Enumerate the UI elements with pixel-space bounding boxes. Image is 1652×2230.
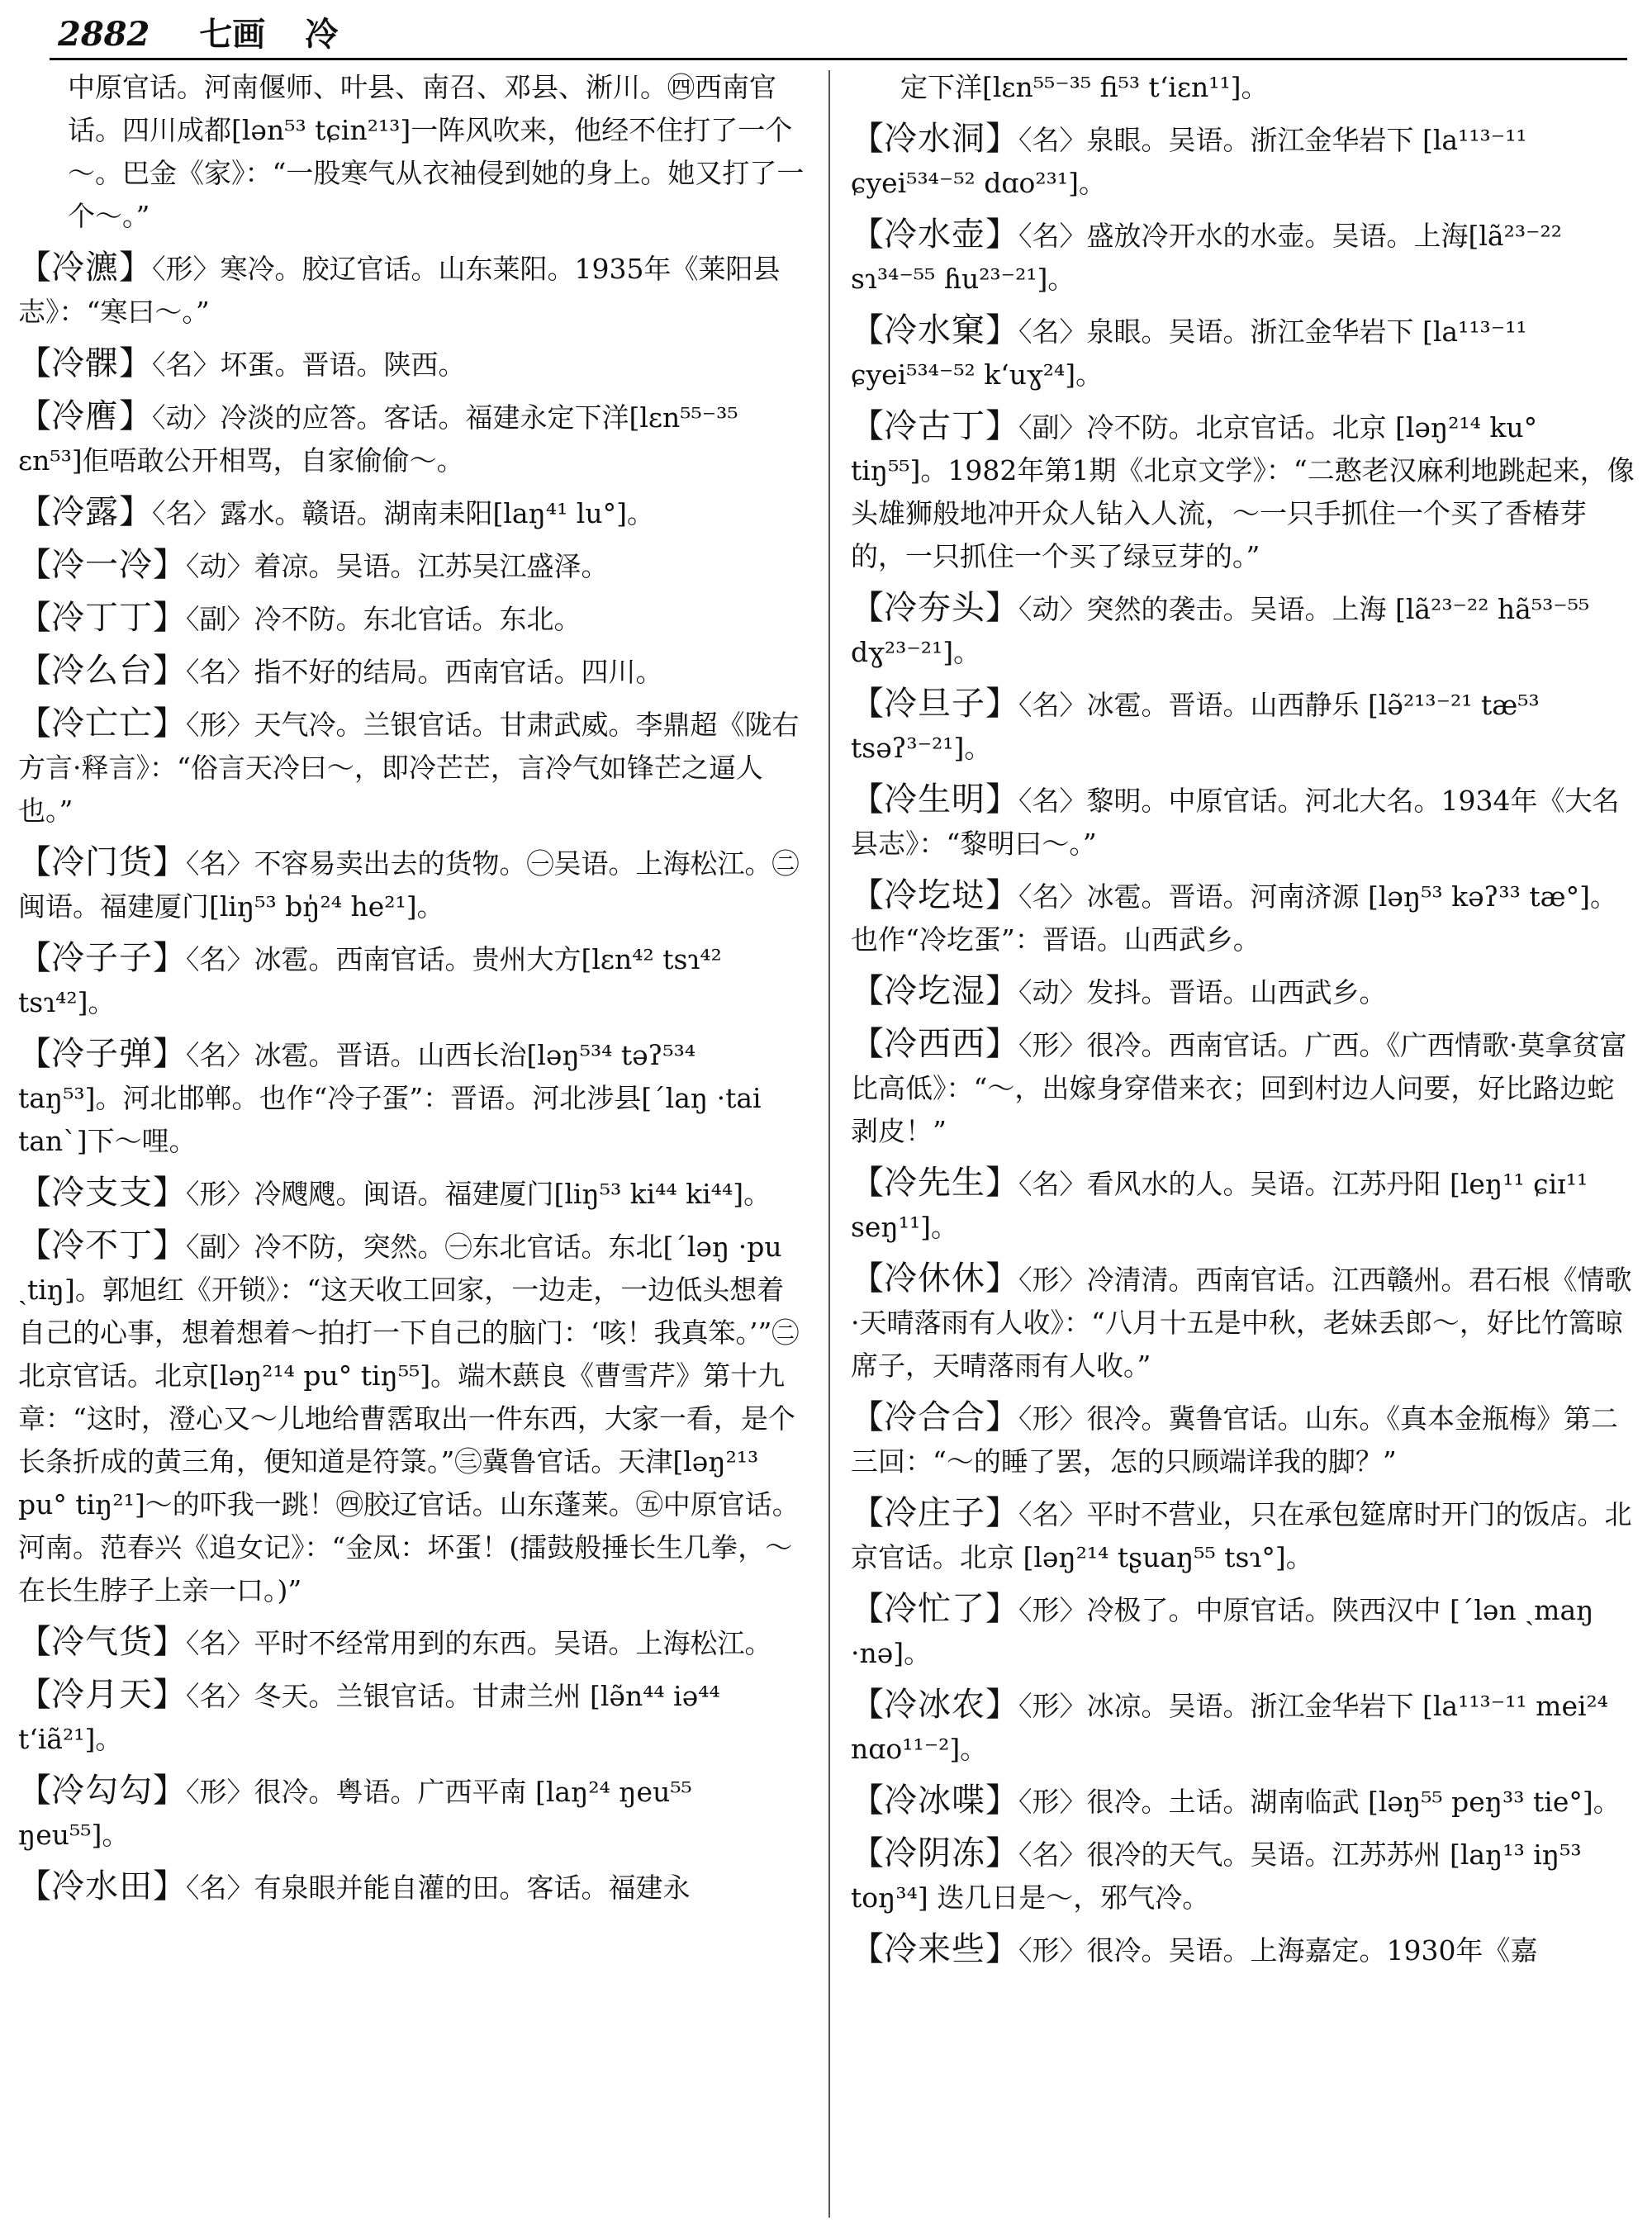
entry-definition: 〈名〉不容易卖出去的货物。㊀吴语。上海松江。㊁闽语。福建厦门[liŋ⁵³ bŋ̍²⁴ he²¹]。 — [18, 847, 800, 923]
entry-headword: 冷西西 — [884, 1025, 985, 1063]
left-bracket: 【 — [851, 589, 884, 627]
entry-definition: 〈动〉发抖。晋语。山西武乡。 — [1018, 976, 1387, 1008]
entry-headword: 冷子弹 — [51, 1035, 153, 1073]
left-bracket: 【 — [18, 652, 51, 690]
entry-headword: 冷么台 — [51, 652, 153, 690]
entry-definition: 〈副〉冷不防，突然。㊀东北官话。东北[ˊləŋ ·pu ˎtiŋ]。郭旭红《开锁》：“这天收工回家，一边走，一边低头想着自己的心事，想着想着～拍打一下自己的脑门：‘咳！我真笨。’”㊁北京官话。北京[ləŋ²¹⁴ pu° tiŋ⁵⁵]。端木蕻良《曹雪芹》第十九章：“这时，澄心又～儿地给曹霑取出一件东西，大家一看，是个长条折成的黄三角，便知道是符箓。”㊂冀鲁官话。天津[ləŋ²¹³ pu° tiŋ²¹]～的吓我一跳！㊃胶辽官话。山东蓬莱。㊄中原官话。河南。范春兴《追女记》：“金凤：坏蛋！(擂鼓般捶长生几拳，～在长生脖子上亲一口。)” — [18, 1231, 800, 1606]
left-bracket: 【 — [18, 1174, 51, 1212]
right-bracket: 】 — [985, 589, 1018, 627]
right-bracket: 】 — [985, 780, 1018, 818]
entry-headword: 冷来些 — [884, 1930, 985, 1968]
dictionary-entry — [851, 309, 1635, 396]
dictionary-entry — [851, 1161, 1635, 1249]
dictionary-entry — [851, 1492, 1635, 1579]
right-bracket: 】 — [153, 1676, 186, 1714]
entry-definition: 〈形〉冰凉。吴语。浙江金华岩下 [la¹¹³⁻¹¹ mei²⁴ nɑo¹¹⁻²]。 — [851, 1690, 1608, 1765]
right-bracket: 】 — [985, 1590, 1018, 1628]
entry-headword: 冷一冷 — [51, 546, 153, 584]
dictionary-entry — [18, 491, 807, 535]
entry-headword: 冷噟 — [51, 397, 119, 435]
left-bracket: 【 — [851, 1260, 884, 1298]
right-bracket: 】 — [153, 1035, 186, 1073]
right-bracket: 】 — [985, 876, 1018, 914]
entry-headword: 冷庄子 — [884, 1494, 985, 1532]
entry-definition: 〈名〉盛放冷开水的水壶。吴语。上海[lã²³⁻²² sɿ³⁴⁻⁵⁵ ɦu²³⁻²¹]。 — [851, 220, 1562, 295]
right-bracket: 】 — [985, 407, 1018, 445]
entry-headword: 冷月天 — [51, 1676, 153, 1714]
dictionary-entry — [18, 543, 807, 588]
entry-definition: 〈名〉冰雹。晋语。河南济源 [ləŋ⁵³ kəʔ³³ tæ°]。也作“冷圪蛋”：晋语。山西武乡。 — [851, 880, 1617, 956]
entry-definition: 〈形〉冷飕飕。闽语。福建厦门[liŋ⁵³ ki⁴⁴ ki⁴⁴]。 — [186, 1178, 771, 1210]
left-bracket: 【 — [851, 407, 884, 445]
entry-headword: 冷阴冻 — [884, 1834, 985, 1872]
entry-definition: 〈名〉露水。赣语。湖南耒阳[laŋ⁴¹ lu°]。 — [152, 497, 654, 529]
entry-definition: 〈名〉有泉眼并能自灌的田。客话。福建永 — [186, 1872, 691, 1904]
left-column — [18, 66, 807, 1918]
entry-definition: 〈形〉很冷。冀鲁官话。山东。《真本金瓶梅》第二三回：“～的睡了罢，怎的只顾端详我的脚？” — [851, 1402, 1618, 1478]
left-bracket: 【 — [18, 249, 51, 287]
entry-definition: 〈形〉很冷。吴语。上海嘉定。1930年《嘉 — [1018, 1934, 1538, 1967]
entry-headword: 冷忙了 — [884, 1590, 985, 1628]
entry-definition: 〈名〉泉眼。吴语。浙江金华岩下 [la¹¹³⁻¹¹ ɕyei⁵³⁴⁻⁵² dɑo²³¹]。 — [851, 124, 1527, 199]
right-bracket: 】 — [153, 1867, 186, 1905]
right-bracket: 】 — [985, 1782, 1018, 1820]
dictionary-entry — [18, 649, 807, 694]
entry-definition: 〈动〉冷淡的应答。客话。福建永定下洋[lɛn⁵⁵⁻³⁵ ɛn⁵³]佢唔敢公开相骂，自家偷偷～。 — [18, 401, 738, 477]
right-bracket: 】 — [985, 311, 1018, 349]
entry-definition: 〈副〉冷不防。北京官话。北京 [ləŋ²¹⁴ ku° tiŋ⁵⁵]。1982年第1期《北京文学》：“二憨老汉麻利地跳起来，像头雄狮般地冲开众人钻入人流，～一只手抓住一个买了香椿芽的，一只抓住一个买了绿豆芽的。” — [851, 411, 1635, 572]
dictionary-entry — [18, 841, 807, 928]
dictionary-entry — [851, 1396, 1635, 1483]
entry-definition: 〈名〉冰雹。晋语。山西静乐 [lə̃²¹³⁻²¹ tæ⁵³ tsəʔ³⁻²¹]。 — [851, 689, 1540, 764]
left-bracket: 【 — [851, 1930, 884, 1968]
left-bracket: 【 — [851, 1494, 884, 1532]
entry-definition: 〈形〉寒冷。胶辽官话。山东莱阳。1935年《莱阳县志》：“寒曰～。” — [18, 253, 781, 328]
left-bracket: 【 — [851, 1398, 884, 1436]
dictionary-entry — [851, 1022, 1635, 1153]
entry-headword: 冷冰喋 — [884, 1782, 985, 1820]
entry-definition: 〈形〉天气冷。兰银官话。甘肃武威。李鼎超《陇右方言·释言》：“俗言天冷曰～，即冷芒芒，言冷气如锋芒之逼人也。” — [18, 709, 800, 827]
dictionary-entry — [18, 596, 807, 641]
left-bracket: 【 — [851, 685, 884, 723]
dictionary-entry — [18, 342, 807, 387]
entry-definition: 〈名〉很冷的天气。吴语。江苏苏州 [laŋ¹³ iŋ⁵³ toŋ³⁴] 迭几日是～，邪气冷。 — [851, 1839, 1582, 1914]
column-divider — [828, 70, 830, 2218]
left-bracket: 【 — [18, 1772, 51, 1810]
left-bracket: 【 — [851, 1834, 884, 1872]
right-bracket: 】 — [119, 397, 152, 435]
left-bracket: 【 — [851, 120, 884, 158]
left-bracket: 【 — [18, 1226, 51, 1264]
left-bracket: 【 — [851, 876, 884, 914]
dictionary-entry — [851, 117, 1635, 205]
right-bracket: 】 — [153, 546, 186, 584]
right-bracket: 】 — [153, 1226, 186, 1264]
right-bracket: 】 — [985, 120, 1018, 158]
dictionary-entry — [851, 405, 1635, 578]
entry-headword: 冷合合 — [884, 1398, 985, 1436]
entry-definition: 〈名〉黎明。中原官话。河北大名。1934年《大名县志》：“黎明曰～。” — [851, 785, 1620, 860]
right-bracket: 】 — [119, 344, 152, 382]
entry-headword: 冷瀌 — [51, 249, 119, 287]
right-bracket: 】 — [985, 1398, 1018, 1436]
entry-definition: 〈动〉着凉。吴语。江苏吴江盛泽。 — [186, 550, 609, 582]
dictionary-entry — [851, 970, 1635, 1014]
entry-definition: 〈动〉突然的袭击。吴语。上海 [lã²³⁻²² hã⁵³⁻⁵⁵ dɣ²³⁻²¹]。 — [851, 593, 1590, 668]
entry-headword: 冷水洞 — [884, 120, 985, 158]
left-bracket: 【 — [851, 311, 884, 349]
entry-headword: 冷水田 — [51, 1867, 153, 1905]
entry-headword: 冷气货 — [51, 1623, 153, 1661]
entry-definition: 〈名〉冰雹。西南官话。贵州大方[lɛn⁴² tsɿ⁴² tsɿ⁴²]。 — [18, 943, 722, 1018]
right-bracket: 】 — [119, 249, 152, 287]
entry-headword: 冷露 — [51, 493, 119, 531]
left-bracket: 【 — [851, 1686, 884, 1724]
entry-definition: 〈形〉很冷。西南官话。广西。《广西情歌·莫拿贫富比高低》：“～，出嫁身穿借来衣；回到村边人问要，好比路边蛇剥皮！” — [851, 1029, 1627, 1147]
right-bracket: 】 — [153, 705, 186, 743]
entry-headword: 冷勾勾 — [51, 1772, 153, 1810]
left-bracket: 【 — [18, 599, 51, 637]
dictionary-entry — [851, 1683, 1635, 1771]
left-bracket: 【 — [851, 1590, 884, 1628]
left-bracket: 【 — [18, 1867, 51, 1905]
right-bracket: 】 — [985, 1686, 1018, 1724]
dictionary-entry — [18, 1032, 807, 1163]
left-bracket: 【 — [18, 397, 51, 435]
dictionary-entry — [851, 1587, 1635, 1675]
left-bracket: 【 — [18, 939, 51, 977]
right-column — [851, 66, 1635, 1981]
entry-headword: 冷先生 — [884, 1164, 985, 1202]
dictionary-entry — [851, 874, 1635, 961]
dictionary-entry — [851, 778, 1635, 866]
left-bracket: 【 — [851, 972, 884, 1010]
entry-headword: 冷亡亡 — [51, 705, 153, 743]
right-bracket: 】 — [985, 685, 1018, 723]
dictionary-entry — [851, 1832, 1635, 1919]
entry-headword: 冷不丁 — [51, 1226, 153, 1264]
header-character: 冷 — [305, 15, 339, 54]
entry-headword: 冷旦子 — [884, 685, 985, 723]
entry-definition: 〈名〉冰雹。晋语。山西长治[ləŋ⁵³⁴ təʔ⁵³⁴ taŋ⁵³]。河北邯郸。也作“冷子蛋”：晋语。河北涉县[ˊlaŋ ·tai tanˋ]下～哩。 — [18, 1039, 762, 1157]
entry-definition: 〈名〉指不好的结局。西南官话。四川。 — [186, 656, 663, 688]
entry-headword: 冷生明 — [884, 780, 985, 818]
left-bracket: 【 — [851, 1782, 884, 1820]
left-bracket: 【 — [18, 1623, 51, 1661]
dictionary-entry — [18, 1865, 807, 1910]
dictionary-entry — [18, 1620, 807, 1665]
entry-definition: 〈名〉看风水的人。吴语。江苏丹阳 [leŋ¹¹ ɕiɪ¹¹ seŋ¹¹]。 — [851, 1168, 1588, 1243]
entry-headword: 冷圪垯 — [884, 876, 985, 914]
section-label: 七画 — [199, 15, 266, 54]
left-bracket: 【 — [851, 780, 884, 818]
dictionary-entry — [851, 1779, 1635, 1824]
entry-definition: 〈副〉冷不防。东北官话。东北。 — [186, 603, 582, 635]
entry-headword: 冷髁 — [51, 344, 119, 382]
entry-headword: 冷水壶 — [884, 216, 985, 254]
left-bracket: 【 — [18, 1676, 51, 1714]
entry-definition: 〈形〉冷清清。西南官话。江西赣州。君石根《情歌·天晴落雨有人收》：“八月十五是中秋，老妹丢郎～，好比竹篙晾席子，天晴落雨有人收。” — [851, 1264, 1632, 1382]
dictionary-entry — [18, 1171, 807, 1216]
dictionary-entry — [851, 682, 1635, 770]
left-bracket: 【 — [851, 1164, 884, 1202]
entry-headword: 冷夯头 — [884, 589, 985, 627]
page-header — [58, 12, 1627, 58]
dictionary-entry — [851, 1928, 1635, 1972]
dictionary-entry — [18, 395, 807, 482]
right-bracket: 】 — [119, 493, 152, 531]
entry-headword: 冷水窠 — [884, 311, 985, 349]
entry-definition: 〈形〉很冷。粤语。广西平南 [laŋ²⁴ ŋeu⁵⁵ ŋeu⁵⁵]。 — [18, 1776, 692, 1851]
entry-definition: 〈名〉冬天。兰银官话。甘肃兰州 [lə̃n⁴⁴ iə⁴⁴ tʻiã²¹]。 — [18, 1680, 720, 1755]
right-bracket: 】 — [153, 652, 186, 690]
dictionary-entry — [18, 702, 807, 833]
right-bracket: 】 — [153, 1772, 186, 1810]
left-bracket: 【 — [851, 1025, 884, 1063]
entry-headword: 冷圪湿 — [884, 972, 985, 1010]
entry-headword: 冷门货 — [51, 843, 153, 881]
left-bracket: 【 — [18, 705, 51, 743]
right-bracket: 】 — [985, 216, 1018, 254]
continuation-text: 中原官话。河南偃师、叶县、南召、邓县、淅川。㊃西南官话。四川成都[lən⁵³ tɕin²¹³]一阵风吹来，他经不住打了一个～。巴金《家》：“一股寒气从衣袖侵到她的身上。她又打了一个～。” — [68, 71, 805, 232]
entry-definition: 〈名〉平时不营业，只在承包筵席时开门的饭店。北京官话。北京 [ləŋ²¹⁴ tʂuaŋ⁵⁵ tsɿ°]。 — [851, 1498, 1632, 1573]
left-bracket: 【 — [18, 493, 51, 531]
right-bracket: 】 — [985, 1260, 1018, 1298]
dictionary-entry — [18, 1769, 807, 1857]
entry-definition: 〈形〉冷极了。中原官话。陕西汉中 [ˊlən ˎmaŋ ·nə]。 — [851, 1594, 1594, 1669]
right-bracket: 】 — [153, 1623, 186, 1661]
right-bracket: 】 — [985, 1834, 1018, 1872]
entry-headword: 冷子子 — [51, 939, 153, 977]
left-bracket: 【 — [18, 843, 51, 881]
dictionary-entry — [18, 937, 807, 1024]
entry-definition: 〈形〉很冷。土话。湖南临武 [ləŋ⁵⁵ peŋ³³ tie°]。 — [1018, 1786, 1621, 1818]
right-bracket: 】 — [153, 599, 186, 637]
dictionary-entry — [18, 246, 807, 334]
entry-headword: 冷丁丁 — [51, 599, 153, 637]
left-bracket: 【 — [18, 546, 51, 584]
entry-definition: 〈名〉泉眼。吴语。浙江金华岩下 [la¹¹³⁻¹¹ ɕyei⁵³⁴⁻⁵² kʻuɣ²⁴]。 — [851, 316, 1527, 391]
right-bracket: 】 — [153, 939, 186, 977]
header-rule — [50, 58, 1627, 60]
entry-definition: 〈名〉坏蛋。晋语。陕西。 — [152, 349, 466, 381]
right-bracket: 】 — [153, 1174, 186, 1212]
right-bracket: 】 — [985, 1930, 1018, 1968]
entry-headword: 冷休休 — [884, 1260, 985, 1298]
page-number: 2882 — [58, 15, 150, 54]
right-bracket: 】 — [985, 1025, 1018, 1063]
right-bracket: 】 — [153, 843, 186, 881]
dictionary-entry — [851, 1257, 1635, 1388]
continuation-text: 定下洋[lɛn⁵⁵⁻³⁵ fi⁵³ tʻiɛn¹¹]。 — [900, 71, 1269, 103]
entry-headword: 冷冰农 — [884, 1686, 985, 1724]
entry-definition: 〈名〉平时不经常用到的东西。吴语。上海松江。 — [186, 1627, 772, 1659]
dictionary-entry — [18, 1224, 807, 1612]
right-bracket: 】 — [985, 1164, 1018, 1202]
left-bracket: 【 — [18, 344, 51, 382]
dictionary-entry — [851, 586, 1635, 674]
entry-headword: 冷古丁 — [884, 407, 985, 445]
entry-headword: 冷支支 — [51, 1174, 153, 1212]
left-bracket: 【 — [851, 216, 884, 254]
dictionary-entry — [18, 1673, 807, 1761]
left-bracket: 【 — [18, 1035, 51, 1073]
dictionary-entry — [851, 213, 1635, 301]
right-bracket: 】 — [985, 1494, 1018, 1532]
right-bracket: 】 — [985, 972, 1018, 1010]
